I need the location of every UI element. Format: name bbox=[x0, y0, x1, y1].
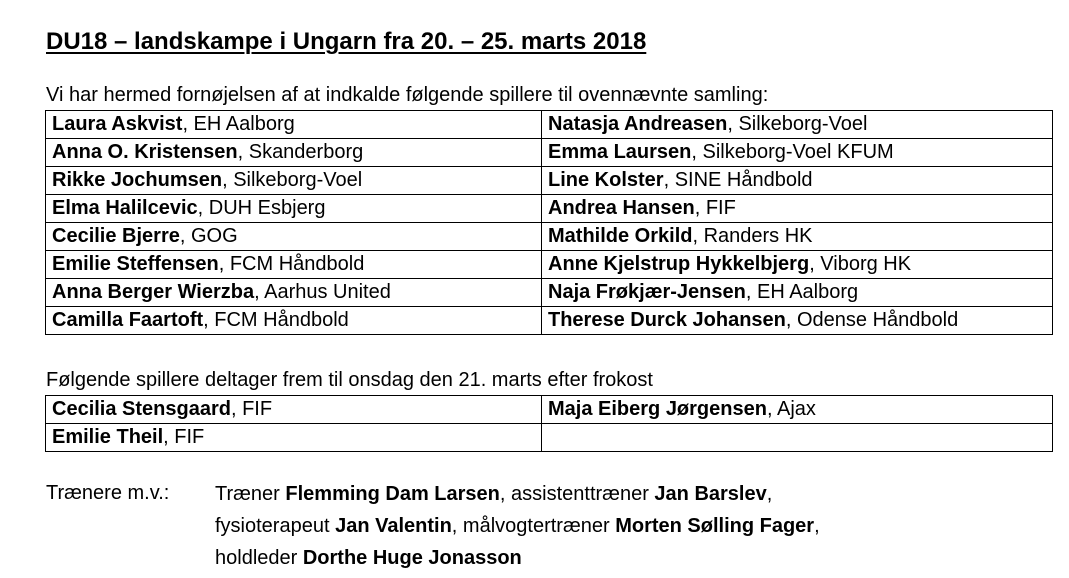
player-cell bbox=[46, 307, 542, 335]
player-name: Elma Halilcevic bbox=[52, 197, 198, 219]
player-cell bbox=[542, 167, 1053, 195]
player-name: Cecilia Stensgaard bbox=[52, 398, 231, 420]
player-club: , Skanderborg bbox=[237, 141, 364, 163]
player-name: Laura Askvist bbox=[52, 113, 183, 135]
staff-role-text: , målvogtertræner bbox=[451, 515, 616, 537]
player-club: , Odense Håndbold bbox=[785, 309, 959, 331]
player-name: Maja Eiberg Jørgensen bbox=[548, 398, 767, 420]
table-row bbox=[46, 251, 1053, 279]
coaches-list bbox=[215, 482, 820, 578]
player-cell bbox=[46, 167, 542, 195]
player-club: , Silkeborg-Voel bbox=[222, 169, 363, 191]
table-row bbox=[46, 139, 1053, 167]
player-name: Camilla Faartoft bbox=[52, 309, 204, 331]
player-name: Anna Berger Wierzba bbox=[52, 281, 255, 303]
table-row bbox=[46, 279, 1053, 307]
player-cell bbox=[542, 251, 1053, 279]
player-cell bbox=[542, 279, 1053, 307]
staff-name: Jan Valentin bbox=[335, 515, 452, 537]
player-name: Emilie Theil bbox=[52, 426, 164, 448]
coaches-label: Trænere m.v.: bbox=[46, 482, 170, 504]
coach-line bbox=[215, 514, 820, 546]
player-cell bbox=[46, 279, 542, 307]
player-name: Anna O. Kristensen bbox=[52, 141, 238, 163]
player-name: Therese Durck Johansen bbox=[548, 309, 786, 331]
player-cell bbox=[542, 223, 1053, 251]
player-cell bbox=[46, 195, 542, 223]
player-club: , GOG bbox=[179, 225, 238, 247]
player-club: , FIF bbox=[163, 426, 205, 448]
players-table bbox=[45, 110, 1053, 335]
table-row bbox=[46, 167, 1053, 195]
player-cell bbox=[542, 307, 1053, 335]
player-club: , Silkeborg-Voel KFUM bbox=[691, 141, 894, 163]
player-club: , EH Aalborg bbox=[182, 113, 295, 135]
table-row bbox=[46, 307, 1053, 335]
player-club: , Randers HK bbox=[692, 225, 813, 247]
player-club: , DUH Esbjerg bbox=[197, 197, 326, 219]
player-club: , Viborg HK bbox=[809, 253, 912, 275]
player-club: , EH Aalborg bbox=[745, 281, 859, 303]
player-club: , SINE Håndbold bbox=[663, 169, 813, 191]
player-cell bbox=[542, 195, 1053, 223]
player-name: Emma Laursen bbox=[548, 141, 692, 163]
player-club: , Ajax bbox=[766, 398, 816, 420]
player-cell bbox=[542, 396, 1053, 424]
table-row bbox=[46, 424, 1053, 452]
player-name: Cecilie Bjerre bbox=[52, 225, 180, 247]
player-club: , FIF bbox=[694, 197, 736, 219]
player-cell bbox=[46, 424, 542, 452]
player-name: Anne Kjelstrup Hykkelbjerg bbox=[548, 253, 810, 275]
player-name: Mathilde Orkild bbox=[548, 225, 693, 247]
player-name: Naja Frøkjær-Jensen bbox=[548, 281, 746, 303]
partial-attendance-text: Følgende spillere deltager frem til onsdag den 21. marts efter frokost bbox=[46, 369, 653, 391]
player-club: , Silkeborg-Voel bbox=[727, 113, 868, 135]
staff-role-text: , bbox=[766, 483, 773, 505]
player-cell bbox=[46, 223, 542, 251]
staff-role-text: , bbox=[814, 515, 820, 537]
player-name: Rikke Jochumsen bbox=[52, 169, 223, 191]
player-club: , Aarhus United bbox=[254, 281, 391, 303]
staff-name: Flemming Dam Larsen bbox=[285, 483, 500, 505]
player-cell bbox=[542, 111, 1053, 139]
player-cell bbox=[46, 111, 542, 139]
staff-name: Dorthe Huge Jonasson bbox=[302, 547, 522, 569]
coach-line bbox=[215, 546, 820, 578]
player-cell bbox=[542, 139, 1053, 167]
staff-name: Jan Barslev bbox=[654, 483, 767, 505]
coach-line bbox=[215, 482, 820, 514]
table-row bbox=[46, 111, 1053, 139]
player-club: , FCM Håndbold bbox=[218, 253, 365, 275]
table-row bbox=[46, 396, 1053, 424]
staff-role-text: , assistenttræner bbox=[499, 483, 655, 505]
player-name: Emilie Steffensen bbox=[52, 253, 219, 275]
player-club: , FCM Håndbold bbox=[203, 309, 349, 331]
staff-name: Morten Sølling Fager bbox=[615, 515, 815, 537]
player-club: , FIF bbox=[230, 398, 273, 420]
player-cell bbox=[46, 396, 542, 424]
table-row bbox=[46, 195, 1053, 223]
intro-text: Vi har hermed fornøjelsen af at indkalde følgende spillere til ovennævnte samling: bbox=[46, 84, 769, 106]
staff-role-text: Træner bbox=[215, 483, 286, 505]
player-cell bbox=[46, 139, 542, 167]
player-name: Andrea Hansen bbox=[548, 197, 695, 219]
player-cell bbox=[542, 424, 1053, 452]
partial-players-table bbox=[45, 395, 1053, 452]
document-title: DU18 – landskampe i Ungarn fra 20. – 25. marts 2018 bbox=[46, 28, 647, 55]
staff-role-text: holdleder bbox=[215, 547, 303, 569]
player-name: Line Kolster bbox=[548, 169, 664, 191]
player-name: Natasja Andreasen bbox=[548, 113, 728, 135]
staff-role-text: fysioterapeut bbox=[215, 515, 336, 537]
player-cell bbox=[46, 251, 542, 279]
table-row bbox=[46, 223, 1053, 251]
